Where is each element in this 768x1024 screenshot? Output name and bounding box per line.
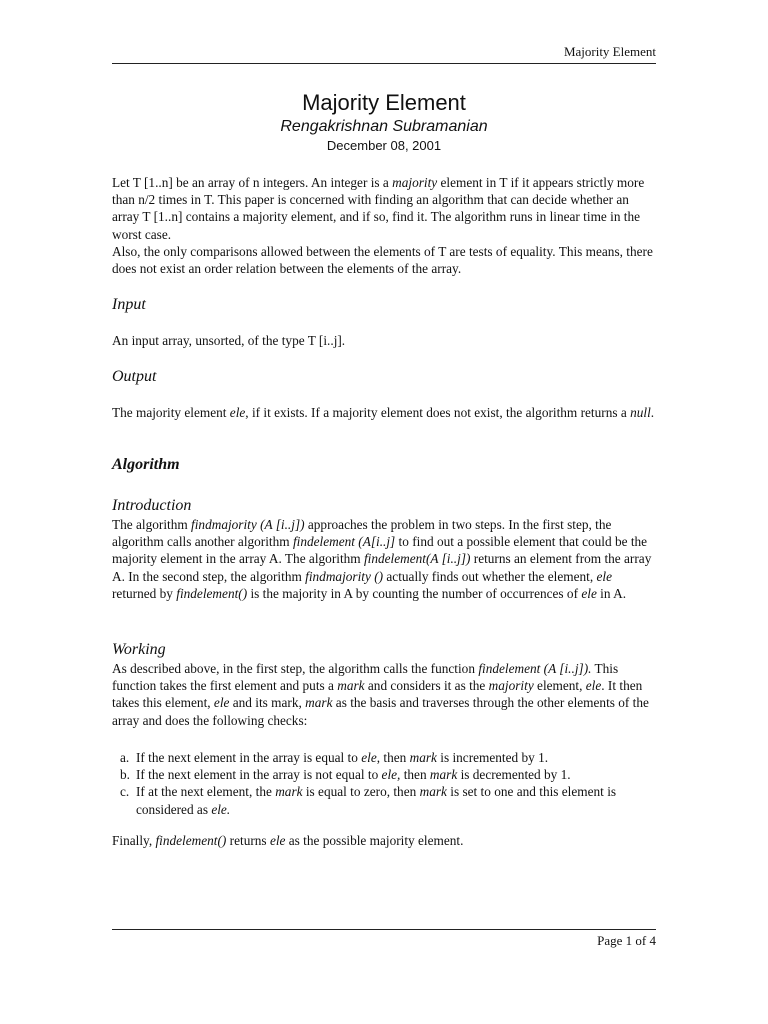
checks-list <box>112 749 656 818</box>
title-block <box>112 89 656 154</box>
working-closing-paragraph: Finally, findelement() returns ele as the possible majority element. <box>112 833 464 848</box>
footer-rule <box>112 929 656 930</box>
list-item: a. If the next element in the array is equal to ele, then mark is incremented by 1. <box>120 750 549 765</box>
input-paragraph: An input array, unsorted, of the type T [i..j]. <box>112 333 346 348</box>
page-number: Page 1 of 4 <box>597 933 656 948</box>
working-paragraph: As described above, in the first step, the algorithm calls the function findelement (A [i..j]). This function takes the first element and puts a mark and considers it as the majority element, ele. It then takes this element, ele and its mark, mark as the basis and traverses through the other elements of the array and does the following checks: <box>112 661 649 728</box>
document-author: Rengakrishnan Subramanian <box>280 118 488 135</box>
document-title: Majority Element <box>302 90 466 115</box>
output-paragraph: The majority element ele, if it exists. If a majority element does not exist, the algorithm returns a null. <box>112 405 655 420</box>
intro-paragraph-1: Let T [1..n] be an array of n integers. An integer is a majority element in T if it appears strictly more than n/2 times in T. This paper is concerned with finding an algorithm that can decide whether an array T [1..n] contains a majority element, and if so, find it. The algorithm runs in linear time in the worst case. <box>112 175 645 242</box>
heading-algorithm: Algorithm <box>112 456 180 473</box>
introduction-paragraph: The algorithm findmajority (A [i..j]) approaches the problem in two steps. In the first step, the algorithm calls another algorithm findelement (A[i..j] to find out a possible element that could be the majority element in the array A. The algorithm findelement(A [i..j]) returns an element from the array A. In the second step, the algorithm findmajority () actually finds out whether the element, ele returned by findelement() is the majority in A by counting the number of occurrences of ele in A. <box>112 517 652 601</box>
header-rule <box>112 63 656 64</box>
heading-working: Working <box>112 641 166 658</box>
running-header: Majority Element <box>563 44 656 59</box>
heading-input: Input <box>112 296 146 313</box>
heading-output: Output <box>112 368 157 385</box>
list-item: b. If the next element in the array is not equal to ele, then mark is decremented by 1. <box>120 767 571 783</box>
heading-introduction: Introduction <box>112 497 192 514</box>
intro-paragraph-2: Also, the only comparisons allowed between the elements of T are tests of equality. This means, there does not exist an order relation between the elements of the array. <box>112 244 653 277</box>
list-item: c. If at the next element, the mark is equal to zero, then mark is set to one and this element is considered as ele. <box>120 784 617 817</box>
document-date: December 08, 2001 <box>326 138 442 153</box>
